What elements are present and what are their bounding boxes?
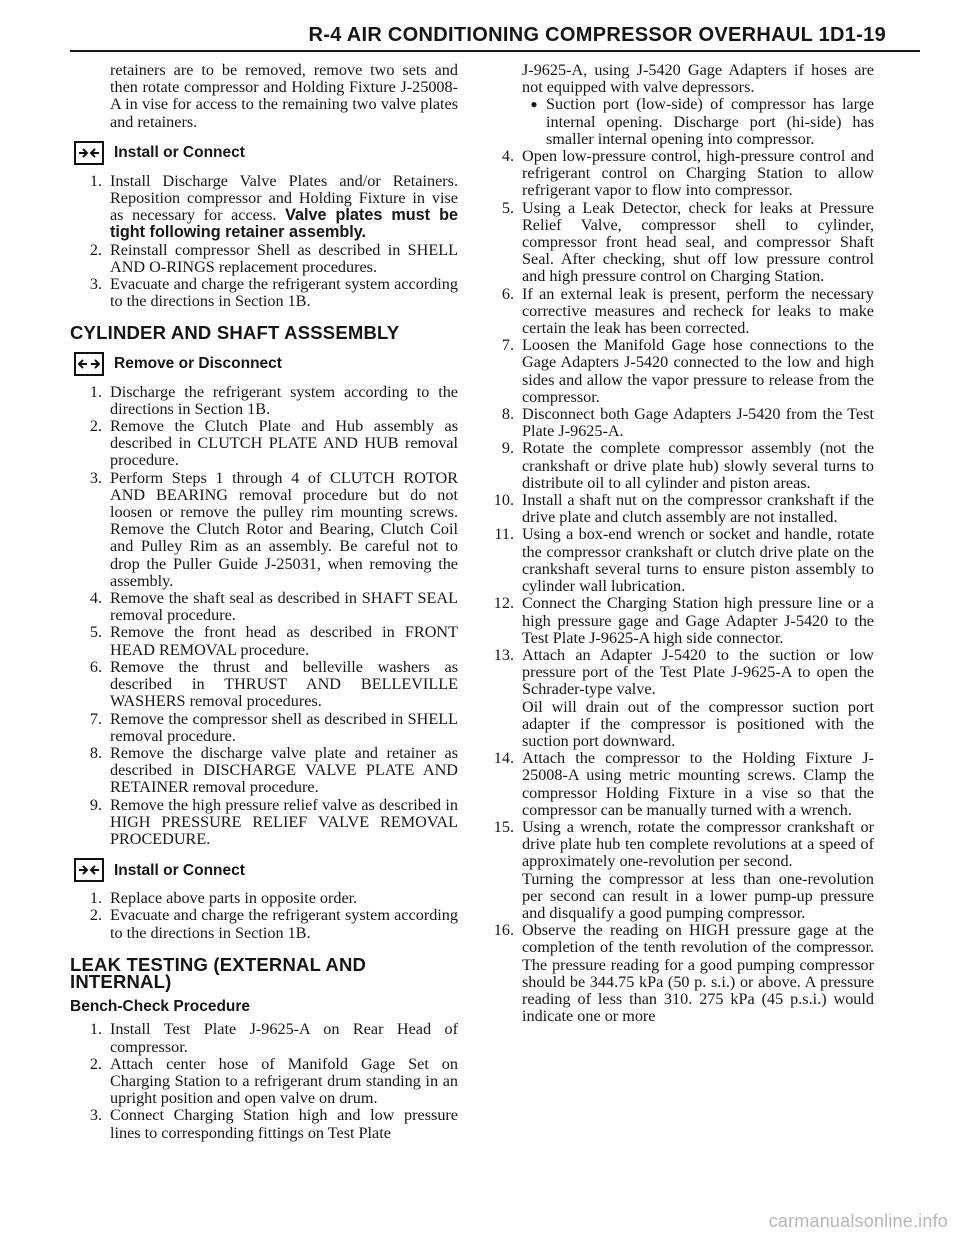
leak-steps-list-b <box>482 750 874 870</box>
list-item: 3. Connect Charging Station high and low pressure lines to corresponding fittings on Test Plate <box>89 1106 458 1142</box>
step-15-note: Turning the compressor at less than one-revolution per second can result in a lower pump-up pressure and disqualify a good pumping compressor. <box>522 869 874 922</box>
list-item: 4. Remove the shaft seal as described in SHAFT SEAL removal procedure. <box>89 589 458 625</box>
right-column <box>482 62 874 1025</box>
list-item: 16. Observe the reading on HIGH pressure gage at the completion of the tenth revolution of the compressor. The pressure reading for a good pumping compressor should be 344.75 kPa (50 p. s.i.) or above. A pressure reading of less than 310. 275 kPa (45 p.s.i.) would indicate one or more <box>493 921 874 1026</box>
intro-paragraph: retainers are to be removed, remove two sets and then rotate compressor and Holding Fixture J-25008-A in vise for access to the remaining two valve plates and retainers. <box>110 61 458 131</box>
leak-steps-list-c <box>482 922 874 1025</box>
list-item: 13. Attach an Adapter J-5420 to the suction or low pressure port of the Test Plate J-9625-A to open the Schrader-type valve. <box>493 645 874 699</box>
continued-paragraph: J-9625-A, using J-5420 Gage Adapters if hoses are not equipped with valve depressors. <box>522 61 874 97</box>
list-item: 1. Discharge the refrigerant system according to the directions in Section 1B. <box>89 382 458 418</box>
list-item: 3. Evacuate and charge the refrigerant system according to the directions in Section 1B. <box>89 275 458 311</box>
install-steps-list-1 <box>70 173 458 311</box>
install-connect-header-2 <box>74 858 458 882</box>
step-13-note: Oil will drain out of the compressor suction port adapter if the compressor is positioned with the suction port downward. <box>522 697 874 750</box>
list-item: 1. Install Test Plate J-9625-A on Rear Head of compressor. <box>89 1020 458 1056</box>
section-heading-cylinder: CYLINDER AND SHAFT ASSSEMBLY <box>70 322 400 344</box>
bench-steps-list <box>70 1021 458 1141</box>
list-item: 9. Remove the high pressure relief valve as described in HIGH PRESSURE RELIEF VALVE REMOVAL PROCEDURE. <box>89 795 458 848</box>
install-connect-header-1 <box>74 141 458 165</box>
list-item: 5. Remove the front head as described in FRONT HEAD REMOVAL procedure. <box>89 623 458 659</box>
install-arrows-icon <box>74 141 104 165</box>
list-item: 14. Attach the compressor to the Holding Fixture J-25008-A using metric mounting screws. Clamp the compressor Holding Fixture in a vise so that the compressor can be manually turned with a wrench. <box>493 749 874 819</box>
bullet-note: ● Suction port (low-side) of compressor has large internal opening. Discharge port (hi-side) has smaller internal opening into compressor. <box>522 96 874 148</box>
bullet-icon: ● <box>530 97 538 112</box>
list-item: 2. Attach center hose of Manifold Gage Set on Charging Station to a refrigerant drum standing in an upright position and open valve on drum. <box>89 1054 458 1108</box>
install-connect-label: Install or Connect <box>114 861 245 879</box>
list-item: 6. Remove the thrust and belleville washers as described in THRUST AND BELLEVILLE WASHERS removal procedures. <box>89 657 458 711</box>
list-item: 2. Evacuate and charge the refrigerant system according to the directions in Section 1B. <box>89 906 458 942</box>
install-steps-list-2 <box>70 890 458 942</box>
list-item: 5. Using a Leak Detector, check for leaks at Pressure Relief Valve, compressor shell to cylinder, compressor front head seal, and compressor Shaft Seal. After checking, shut off low pressure control and high pressure control on Charging Station. <box>501 198 874 286</box>
remove-disconnect-header <box>74 352 458 376</box>
remove-arrows-icon <box>74 352 104 376</box>
page-header <box>70 22 920 52</box>
bench-check-heading: Bench-Check Procedure <box>70 998 251 1016</box>
list-item: 7. Remove the compressor shell as described in SHELL removal procedure. <box>89 709 458 745</box>
list-item: 1. Replace above parts in opposite order. <box>89 889 358 908</box>
list-item: 9. Rotate the complete compressor assembly (not the crankshaft or drive plate hub) slowly several turns to distribute oil to all cylinder and piston areas. <box>501 439 874 492</box>
list-item: 8. Disconnect both Gage Adapters J-5420 from the Test Plate J-9625-A. <box>501 405 874 441</box>
page-title: R-4 AIR CONDITIONING COMPRESSOR OVERHAUL 1D1-19 <box>308 24 886 46</box>
list-item: 2. Reinstall compressor Shell as described in SHELL AND O-RINGS replacement procedures. <box>89 240 458 276</box>
list-item: 6. If an external leak is present, perform the necessary corrective measures and recheck for leaks to make certain the leak has been corrected. <box>501 284 874 338</box>
list-item: 12. Connect the Charging Station high pressure line or a high pressure gage and Gage Adapter J-5420 to the Test Plate J-9625-A high side connector. <box>493 594 874 647</box>
list-item: 4. Open low-pressure control, high-pressure control and refrigerant control on Charging Station to allow refrigerant vapor to flow into compressor. <box>501 147 874 200</box>
remove-steps-list <box>70 384 458 848</box>
list-item: 15. Using a wrench, rotate the compressor crankshaft or drive plate hub ten complete revolutions at a speed of approximately one-revolution per second. <box>493 817 874 871</box>
list-item: 1. Install Discharge Valve Plates and/or Retainers. Reposition compressor and Holding Fixture in vise as necessary for access. Valve plates must be tight following retainer assembly. <box>89 171 458 242</box>
list-item: 8. Remove the discharge valve plate and retainer as described in DISCHARGE VALVE PLATE AND RETAINER removal procedure. <box>89 743 458 797</box>
install-connect-label: Install or Connect <box>114 144 245 162</box>
left-column <box>70 62 458 1142</box>
leak-steps-list-a <box>482 148 874 699</box>
list-item: 3. Perform Steps 1 through 4 of CLUTCH ROTOR AND BEARING removal procedure but do not loosen or remove the pulley rim mounting screws. Remove the Clutch Rotor and Bearing, Clutch Coil and Pulley Rim as an assembly. Be careful not to drop the Puller Guide J-25031, when removing the assembly. <box>89 468 458 590</box>
emphasis-text: Valve plates must be tight following retainer assembly. <box>110 206 458 242</box>
list-item: 10. Install a shaft nut on the compressor crankshaft if the drive plate and clutch assembly are not installed. <box>493 491 874 527</box>
list-item: 2. Remove the Clutch Plate and Hub assembly as described in CLUTCH PLATE AND HUB removal procedure. <box>89 417 458 470</box>
install-arrows-icon <box>74 858 104 882</box>
section-heading-leak-testing: LEAK TESTING (EXTERNAL AND INTERNAL) <box>70 953 367 992</box>
list-item: 7. Loosen the Manifold Gage hose connections to the Gage Adapters J-5420 connected to the low and high sides and allow the vapor pressure to release from the compressor. <box>501 336 874 406</box>
list-item: 11. Using a box-end wrench or socket and handle, rotate the compressor crankshaft or clutch drive plate on the crankshaft several turns to ensure piston assembly to cylinder wall lubrication. <box>494 525 874 596</box>
watermark: carmanualsonline.info <box>768 1211 948 1231</box>
remove-disconnect-label: Remove or Disconnect <box>114 355 282 373</box>
